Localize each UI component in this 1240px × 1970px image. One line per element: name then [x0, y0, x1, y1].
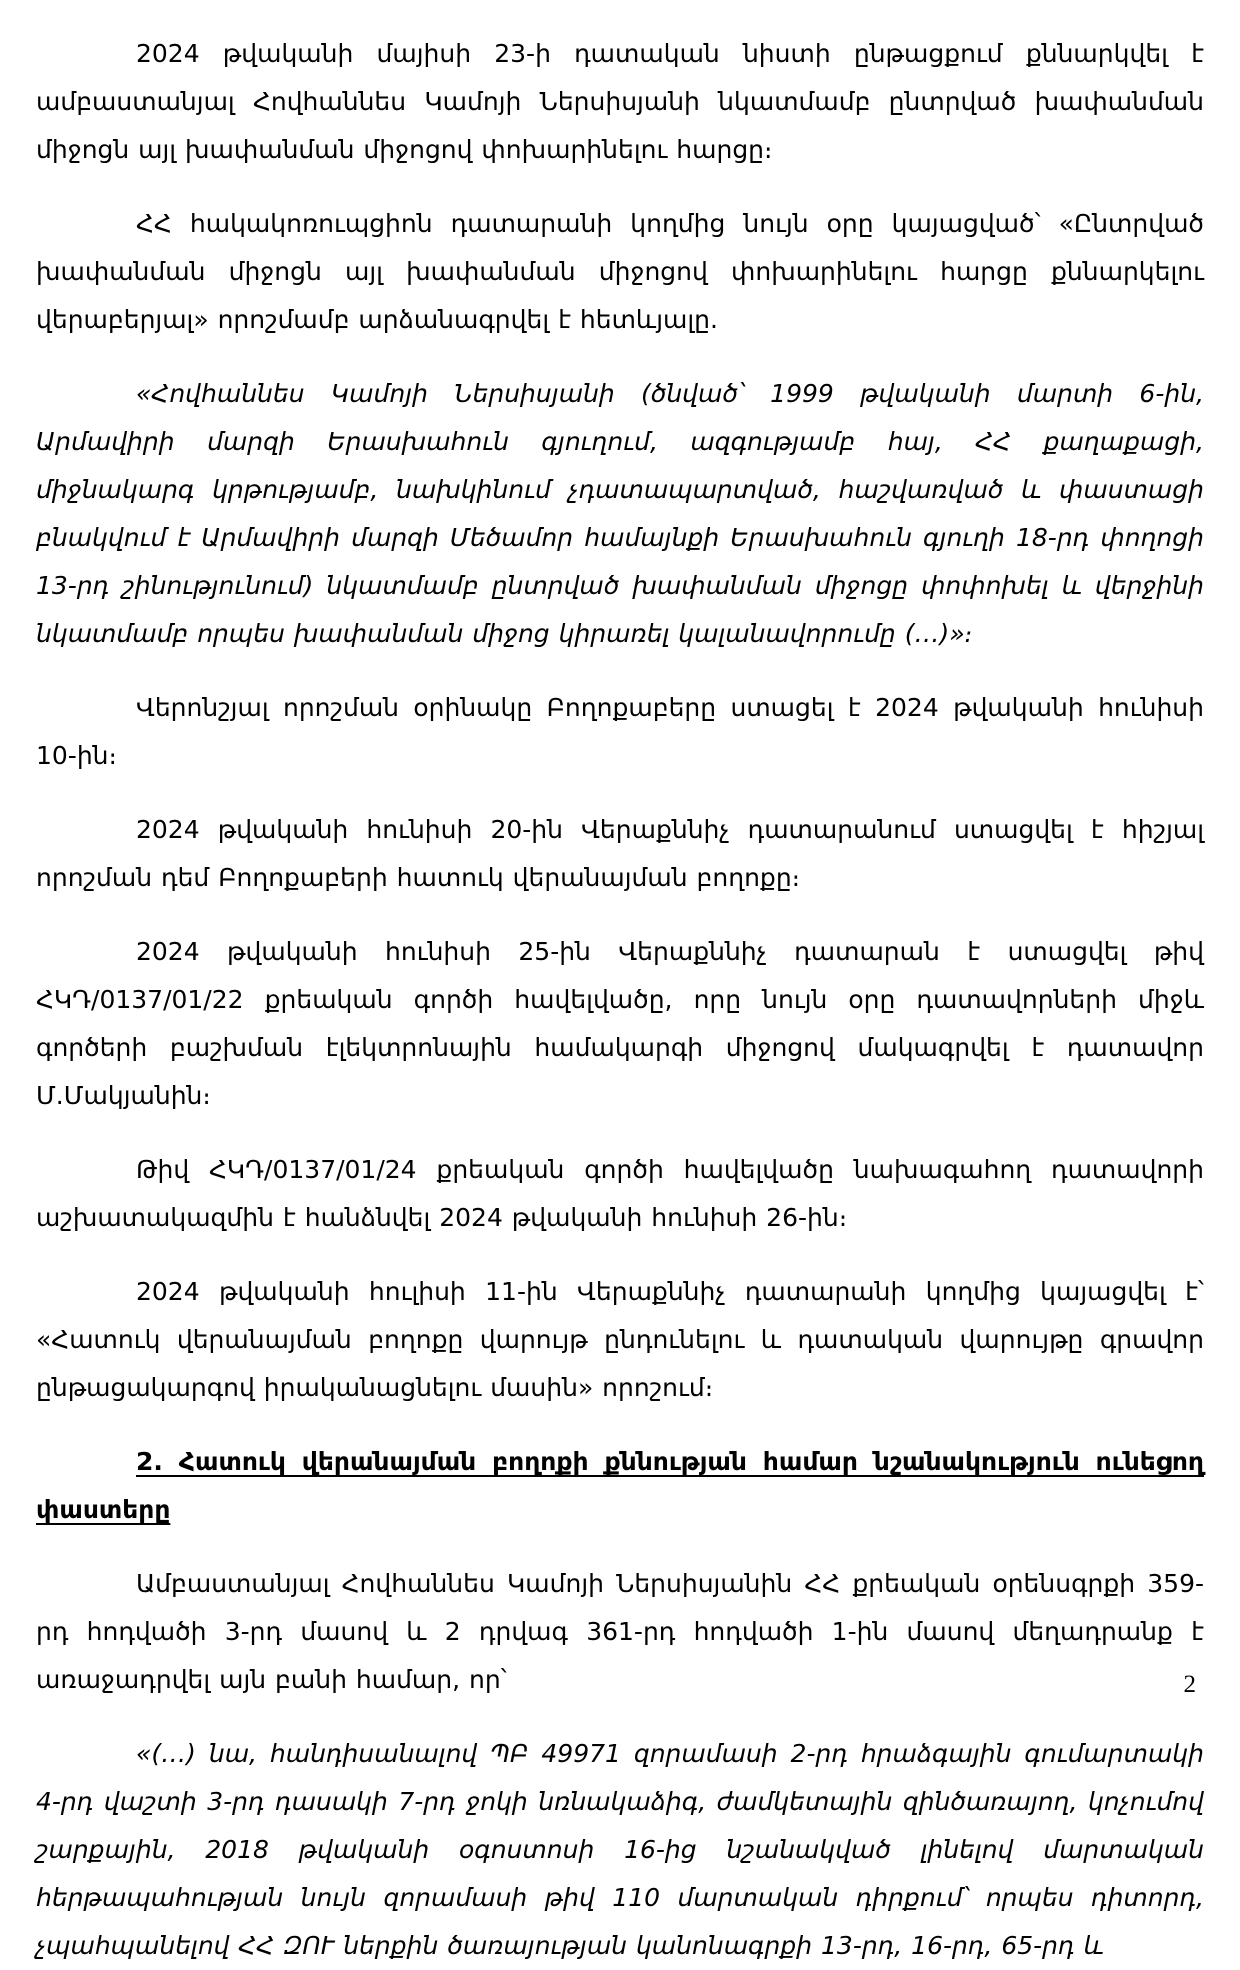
paragraph-written-procedure-decision: 2024 թվականի հուլիսի 11-ին Վերաքննիչ դատարանի կողմից կայացվել է՝ «Հատուկ վերանայման բողոքը վարույթ ընդունելու և դատական վարույթը գրավոր ընթացակարգով իրականացնելու մասին» որոշում։ — [36, 1277, 1204, 1402]
paragraph-court-decision: ՀՀ հակակոռուպցիոն դատարանի կողմից նույն օրը կայացված՝ «Ընտրված խափանման միջոցն այլ խափանման միջոցով փոխարինելու հարցը քննարկելու վերաբերյալ» որոշմամբ արձանագրվել է հետևյալը. — [36, 209, 1204, 334]
paragraph-decision-quote: «Հովհաննես Կամոյի Ներսիսյանի (ծնված՝ 1999 թվականի մարտի 6-ին, Արմավիրի մարզի Երասխահուն գյուղում, ազգությամբ հայ, ՀՀ քաղաքացի, միջնակարգ կրթությամբ, նախկինում չդատապարտված, հաշվառված և փաստացի բնակվում է Արմավիրի մարզի Մեծամոր համայնքի Երասխահուն գյուղի 18-րդ փողոցի 13-րդ շինությունում) նկատմամբ ընտրված խափանման միջոցը փոփոխել և վերջինի նկատմամբ որպես խափանման միջոց կիրառել կալանավորումը (…)»։ — [36, 379, 1204, 648]
paragraph-case-annex-received: 2024 թվականի հունիսի 25-ին Վերաքննիչ դատարան է ստացվել թիվ ՀԿԴ/0137/01/22 քրեական գործի հավելվածը, որը նույն օրը դատավորների միջև գործերի բաշխման էլեկտրոնային համակարգի միջոցով մակագրվել է դատավոր Մ.Մակյանին։ — [36, 937, 1204, 1110]
section-heading-2: 2. Հատուկ վերանայման բողոքի քննության համար նշանակություն ունեցող փաստերը — [36, 1447, 1204, 1524]
page-number: 2 — [1183, 1671, 1196, 1698]
paragraph-charges: Ամբաստանյալ Հովհաննես Կամոյի Ներսիսյանին ՀՀ քրեական օրենսգրքի 359-րդ հոդվածի 3-րդ մասով և 2 դրվագ 361-րդ հոդվածի 1-ին մասով մեղադրանք է առաջադրվել այն բանի համար, որ՝ — [36, 1569, 1204, 1694]
paragraph-copy-received: Վերոնշյալ որոշման օրինակը Բողոքաբերը ստացել է 2024 թվականի հունիսի 10-ին։ — [36, 693, 1204, 770]
paragraph-charges-quote: «(…) նա, հանդիսանալով ՊԲ 49971 զորամասի 2-րդ հրաձգային գումարտակի 4-րդ վաշտի 3-րդ դասակի 7-րդ ջոկի նռնակաձիգ, ժամկետային զինծառայող, կոչումով շարքային, 2018 թվականի օգոստոսի 16-ից նշանակված լինելով մարտական հերթապահության նույն զորամասի թիվ 110 մարտական դիրքում՝ որպես դիտորդ, չպահպանելով ՀՀ ԶՈՒ ներքին ծառայության կանոնագրքի 13-րդ, 16-րդ, 65-րդ և — [36, 1739, 1204, 1960]
paragraph-appeal-received: 2024 թվականի հունիսի 20-ին Վերաքննիչ դատարանում ստացվել է հիշյալ որոշման դեմ Բողոքաբերի հատուկ վերանայման բողոքը։ — [36, 815, 1204, 892]
paragraph-annex-handed: Թիվ ՀԿԴ/0137/01/24 քրեական գործի հավելվածը նախագահող դատավորի աշխատակազմին է հանձնվել 2024 թվականի հունիսի 26-ին։ — [36, 1155, 1204, 1232]
paragraph-hearing-date: 2024 թվականի մայիսի 23-ի դատական նիստի ընթացքում քննարկվել է ամբաստանյալ Հովհաննես Կամոյի Ներսիսյանի նկատմամբ ընտրված խափանման միջոցն այլ խափանման միջոցով փոխարինելու հարցը։ — [36, 39, 1204, 164]
